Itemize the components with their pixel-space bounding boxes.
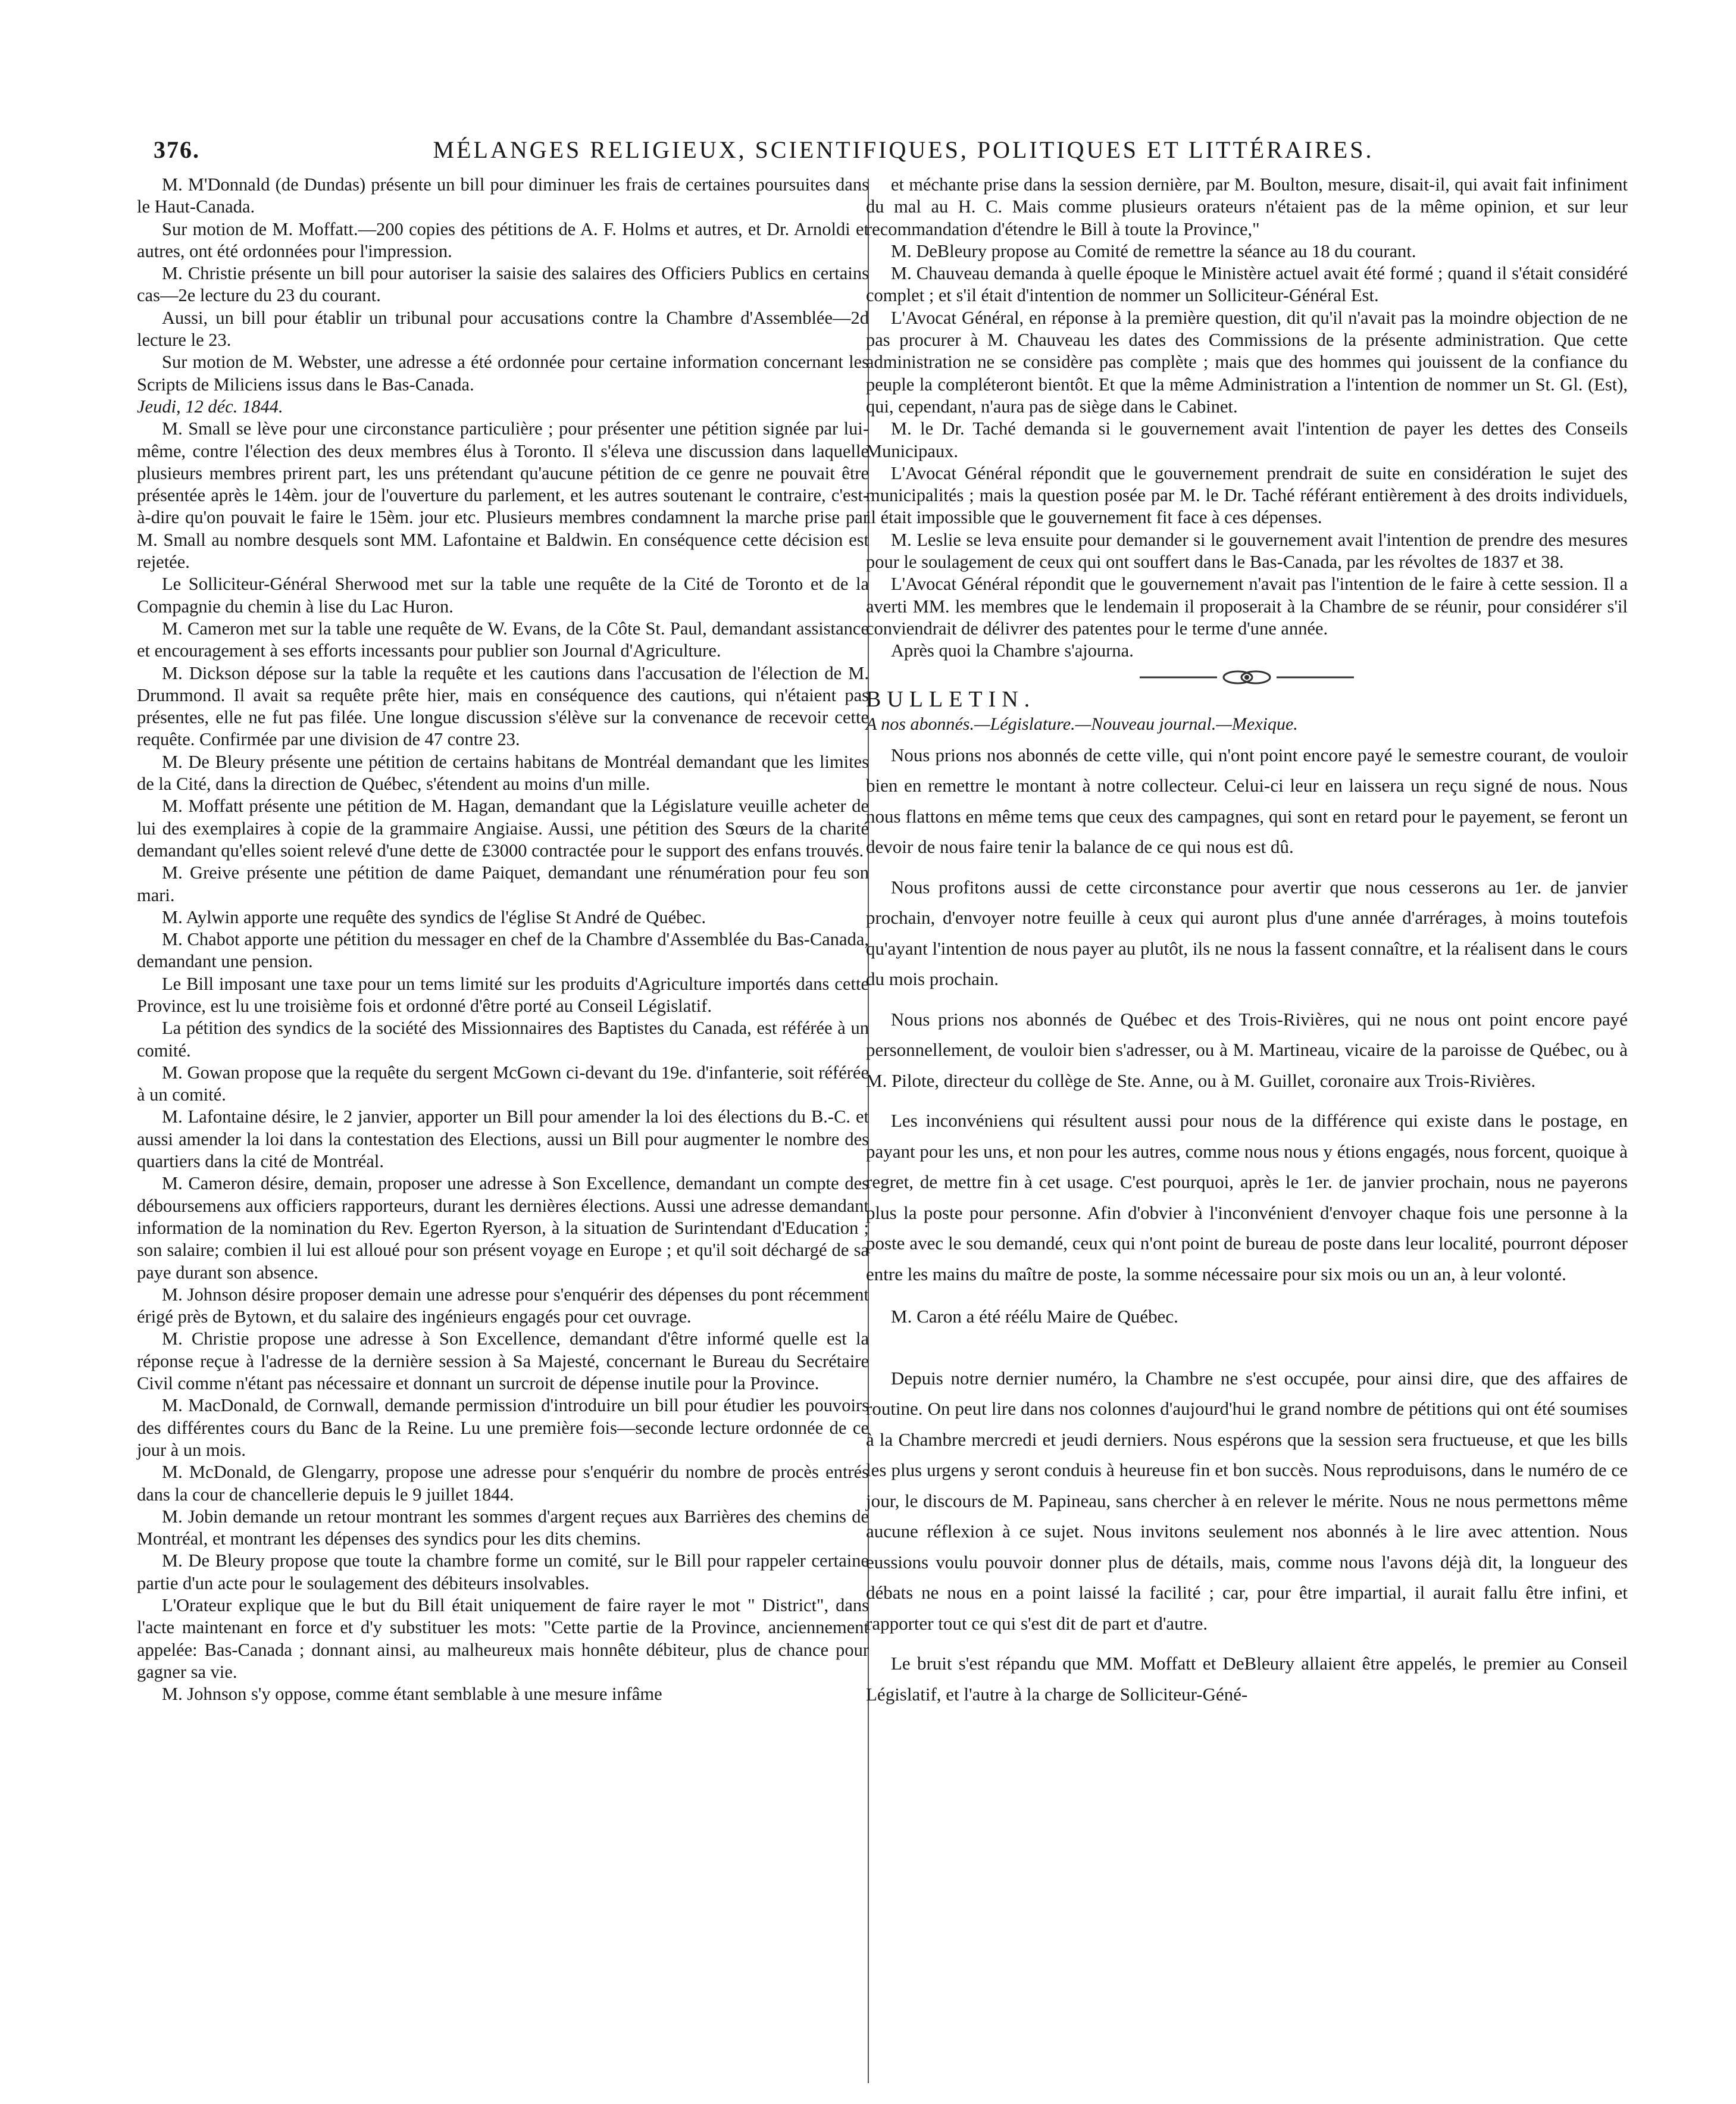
paragraph: M. Cameron désire, demain, proposer une adresse à Son Excellence, demandant un compte des déboursemens aux officiers rapporteurs, durant les dernières élections. Aussi une adresse demandant information de la nomination du Rev. Egerton Ryerson, à la situation de Surintendant d'Education ; son salaire; combien il lui est alloué pour son présent voyage en Europe ; et qu'il soit déchargé de sa paye durant son absence. — [137, 1173, 869, 1283]
paragraph: M. Christie propose une adresse à Son Excellence, demandant d'être informé quelle est la réponse reçue à l'adresse de la dernière session à Sa Majesté, concernant le Bureau du Secrétaire Civil comme n'étant pas nécessaire et donnant un surcroit de dépense inutile pour la Province. — [137, 1328, 869, 1394]
paragraph: M. M'Donnald (de Dundas) présente un bill pour diminuer les frais de certaines poursuites dans le Haut-Canada. — [137, 174, 869, 217]
paragraph: et méchante prise dans la session dernière, par M. Boulton, mesure, disait-il, qui avait fait infiniment du mal au H. C. Mais comme plusieurs orateurs n'étaient pas de la même opinion, et sur leur recommandation d'étendre le Bill à toute la Province," — [866, 174, 1628, 239]
caron-announcement: M. Caron a été réélu Maire de Québec. — [891, 1306, 1178, 1327]
paragraph: Sur motion de M. Webster, une adresse a été ordonnée pour certaine information concernant les Scripts de Miliciens issus dans le Bas-Canada. — [137, 352, 869, 395]
bulletin-paragraph: Nous prions nos abonnés de Québec et des Trois-Rivières, qui ne nous ont point encore payé personnellement, de vouloir bien s'adresser, ou à M. Martineau, vicaire de la paroisse de Québec, ou à M. Pilote, directeur du collège de Ste. Anne, ou à M. Guillet, coronaire aux Trois-Rivières. — [866, 1008, 1628, 1091]
paragraph: L'Avocat Général répondit que le gouvernement prendrait de suite en considération le sujet des municipalités ; mais la question posée par M. le Dr. Taché référant entièrement à des droits individuels, il était impossible que le gouvernement fit face à ces dépenses. — [866, 462, 1628, 528]
paragraph: M. McDonald, de Glengarry, propose une adresse pour s'enquérir du nombre de procès entrés dans la cour de chancellerie depuis le 9 juillet 1844. — [137, 1462, 869, 1505]
paragraph: Aussi, un bill pour établir un tribunal pour accusations contre la Chambre d'Assemblée—2d lecture le 23. — [137, 307, 869, 351]
paragraph: M. Moffatt présente une pétition de M. Hagan, demandant que la Législature veuille acheter de lui des exemplaires à copie de la grammaire Angiaise. Aussi, une pétition des Sœurs de la charité demandant qu'elles soient relevé d'une dette de £3000 contractée pour le support des enfans trouvés. — [137, 796, 869, 861]
paragraph: M. Lafontaine désire, le 2 janvier, apporter un Bill pour amender la loi des élections du B.-C. et aussi amender la loi dans la contestation des Elections, aussi un Bill pour augmenter le nombre des quartiers dans la cité de Montréal. — [137, 1106, 869, 1172]
paragraph: M. Greive présente une pétition de dame Paiquet, demandant une rénumération pour feu son mari. — [137, 862, 869, 905]
bulletin-title: BULLETIN. — [866, 686, 1036, 712]
paragraph: M. Small se lève pour une circonstance particulière ; pour présenter une pétition signée par lui-même, contre l'élection des deux membres élus à Toronto. Il s'éleva une discussion dans laquelle plusieurs membres prirent part, les uns prétendant qu'aucune pétition de ce genre ne pouvait être présentée après le 14èm. jour de l'ouverture du parlement, et les autres soutenant le contraire, c'est-à-dire qu'on pouvait le faire le 15èm. jour etc. Plusieurs membres condamnent la marche prise par M. Small au nombre desquels sont MM. Lafontaine et Baldwin. En conséquence cette décision est rejetée. — [137, 418, 869, 573]
bulletin-paragraph: Nous prions nos abonnés de cette ville, qui n'ont point encore payé le semestre courant, de vouloir bien en remettre le montant à notre collecteur. Celui-ci leur en laissera un reçu signé de nous. Nous nous flattons en même tems que ceux des campagnes, qui sont en retard pour le payement, se feront un devoir de nous faire tenir la balance de ce qui nous est dû. — [866, 744, 1628, 858]
paragraph: Après quoi la Chambre s'ajourna. — [891, 640, 1134, 661]
page-header — [154, 136, 1641, 171]
page-number: 376. — [154, 136, 200, 163]
paragraph: La pétition des syndics de la société des Missionnaires des Baptistes du Canada, est référée à un comité. — [137, 1018, 869, 1061]
paragraph: L'Avocat Général répondit que le gouvernement n'avait pas l'intention de le faire à cette session. Il a averti MM. les membres que le lendemain il proposerait à la Chambre de se réunir, pour considérer s'il conviendrait de délivrer des patentes pour le terme d'une année. — [866, 574, 1628, 639]
bulletin-subtitle: A nos abonnés.—Législature.—Nouveau journal.—Mexique. — [866, 714, 1298, 734]
bulletin-paragraph: Les inconvéniens qui résultent aussi pour nous de la différence qui existe dans le postage, en payant pour les uns, et non pour les autres, comme nous nous y étions engagés, nous forcent, quoique à regret, de mettre fin à cet usage. C'est pourquoi, après le 1er. de janvier prochain, nous ne payerons plus la poste pour personne. Afin d'obvier à l'inconvénient d'envoyer chaque fois une personne à la poste avec le sou demandé, ceux qui n'ont point de bureau de poste dans leur localité, pourront déposer entre les mains du maître de poste, la somme nécessaire pour six mois ou un an, à leur volonté. — [866, 1110, 1628, 1284]
bulletin-paragraph: Nous profitons aussi de cette circonstance pour avertir que nous cesserons au 1er. de janvier prochain, d'envoyer notre feuille à ceux qui auront plus d'une année d'arrérages, à moins toutefois qu'ayant l'intention de nous payer au plutôt, ils ne nous la fassent connaître, et la réalisent dans le cours du mois prochain. — [866, 876, 1628, 990]
paragraph: M. Chauveau demanda à quelle époque le Ministère actuel avait été formé ; quand il s'était considéré complet ; et s'il était d'intention de nommer un Solliciteur-Général Est. — [866, 263, 1628, 306]
bulletin-paragraph: Le bruit s'est répandu que MM. Moffatt et DeBleury allaient être appelés, le premier au Conseil Législatif, et l'autre à la charge de Solliciteur-Géné- — [866, 1653, 1628, 1705]
paragraph: M. De Bleury présente une pétition de certains habitans de Montréal demandant que les limites de la Cité, dans la direction de Québec, s'étendent au moins d'un mille. — [137, 751, 869, 795]
paragraph: M. Cameron met sur la table une requête de W. Evans, de la Côte St. Paul, demandant assistance et encouragement à ses efforts incessants pour publier son Journal d'Agriculture. — [137, 618, 869, 661]
paragraph: M. Johnson désire proposer demain une adresse pour s'enquérir des dépenses du pont récemment érigé près de Bytown, et du salaire des ingénieurs engagés pour cet ouvrage. — [137, 1284, 869, 1327]
paragraph: M. Christie présente un bill pour autoriser la saisie des salaires des Officiers Publics en certains cas—2e lecture du 23 du courant. — [137, 263, 869, 306]
paragraph: M. Chabot apporte une pétition du messager en chef de la Chambre d'Assemblée du Bas-Canada, demandant une pension. — [137, 929, 869, 972]
paragraph: M. De Bleury propose que toute la chambre forme un comité, sur le Bill pour rappeler certaine partie d'un acte pour le soulagement des débiteurs insolvables. — [137, 1550, 869, 1593]
right-column — [866, 174, 1628, 1719]
paragraph: M. DeBleury propose au Comité de remettre la séance au 18 du courant. — [891, 240, 1416, 261]
paragraph: L'Orateur explique que le but du Bill était uniquement de faire rayer le mot " District", dans l'acte maintenant en force et d'y substituer les mots: "Cette partie de la Province, anciennement appelée: Bas-Canada ; donnant ainsi, au malheureux mais honnête débiteur, plus de chance pour gagner sa vie. — [137, 1595, 869, 1682]
paragraph: M. Dickson dépose sur la table la requête et les cautions dans l'accusation de l'élection de M. Drummond. Il avait sa requête prête hier, mais en conséquence des cautions, qui n'étaient pas présentes, elle ne fut pas filée. Une longue discussion s'élève sur la convenance de recevoir cette requête. Confirmée par une division de 47 contre 23. — [137, 662, 869, 750]
left-column — [137, 174, 869, 1705]
paragraph: L'Avocat Général, en réponse à la première question, dit qu'il n'avait pas la moindre objection de ne pas procurer à M. Chauveau les dates des Commissions de la présente administration. Que cette administration ne se considère pas complète ; mais que des hommes qui jouissent de la confiance du peuple la compléteront bientôt. Et que la même Administration a l'intention de nommer un St. Gl. (Est), qui, cependant, n'aura pas de siège dans le Cabinet. — [866, 307, 1628, 417]
paragraph: M. Gowan propose que la requête du sergent McGown ci-devant du 19e. d'infanterie, soit référée à un comité. — [137, 1062, 869, 1105]
paragraph: M. le Dr. Taché demanda si le gouvernement avait l'intention de payer les dettes des Conseils Municipaux. — [866, 418, 1628, 461]
paragraph: M. Aylwin apporte une requête des syndics de l'église St André de Québec. — [162, 906, 706, 927]
paragraph: M. Leslie se leva ensuite pour demander si le gouvernement avait l'intention de prendre des mesures pour le soulagement de ceux qui ont souffert dans le Bas-Canada, par les révoltes de 1837 et 38. — [866, 529, 1628, 573]
paragraph: M. Jobin demande un retour montrant les sommes d'argent reçues aux Barrières des chemins de Montréal, et montrant les dépenses des syndics pour les dits chemins. — [137, 1506, 869, 1549]
paragraph: Le Solliciteur-Général Sherwood met sur la table une requête de la Cité de Toronto et de la Compagnie du chemin à lise du Lac Huron. — [137, 574, 869, 617]
ornament-divider-icon — [1140, 668, 1354, 686]
running-head: MÉLANGES RELIGIEUX, SCIENTIFIQUES, POLITIQUES ET LITTÉRAIRES. — [433, 136, 1374, 163]
bulletin-paragraph: Depuis notre dernier numéro, la Chambre ne s'est occupée, pour ainsi dire, que des affaires de routine. On peut lire dans nos colonnes d'aujourd'hui le grand nombre de pétitions qui ont été soumises à la Chambre mercredi et jeudi derniers. Nous espérons que la session sera fructueuse, et que les bills les plus urgens y seront conduis à heureuse fin et bon succès. Nous reproduisons, dans le numéro de ce jour, le discours de M. Papineau, sans chercher à en relever le mérite. Nous ne nous permettons même aucune réflexion à ce sujet. Nous invitons seulement nos abonnés à le lire avec attention. Nous eussions voulu pouvoir donner plus de détails, mais, comme nous l'avons déjà dit, la longueur des débats ne nous en a point laissé la facilité ; car, pour être impartial, il aurait fallu être infini, et rapporter tout ce qui s'est dit de part et d'autre. — [866, 1367, 1628, 1634]
paragraph: Sur motion de M. Moffatt.—200 copies des pétitions de A. F. Holms et autres, et Dr. Arnoldi et autres, ont été ordonnées pour l'impression. — [137, 218, 869, 261]
paragraph: M. Johnson s'y oppose, comme étant semblable à une mesure infâme — [162, 1684, 662, 1705]
paragraph: M. MacDonald, de Cornwall, demande permission d'introduire un bill pour étudier les pouvoirs des différentes cours du Banc de la Reine. Lu une première fois—seconde lecture ordonnée de ce jour à un mois. — [137, 1395, 869, 1460]
paragraph: Le Bill imposant une taxe pour un tems limité sur les produits d'Agriculture importés dans cette Province, est lu une troisième fois et ordonné d'être porté au Conseil Législatif. — [137, 973, 869, 1016]
date-line: Jeudi, 12 déc. 1844. — [137, 396, 283, 417]
